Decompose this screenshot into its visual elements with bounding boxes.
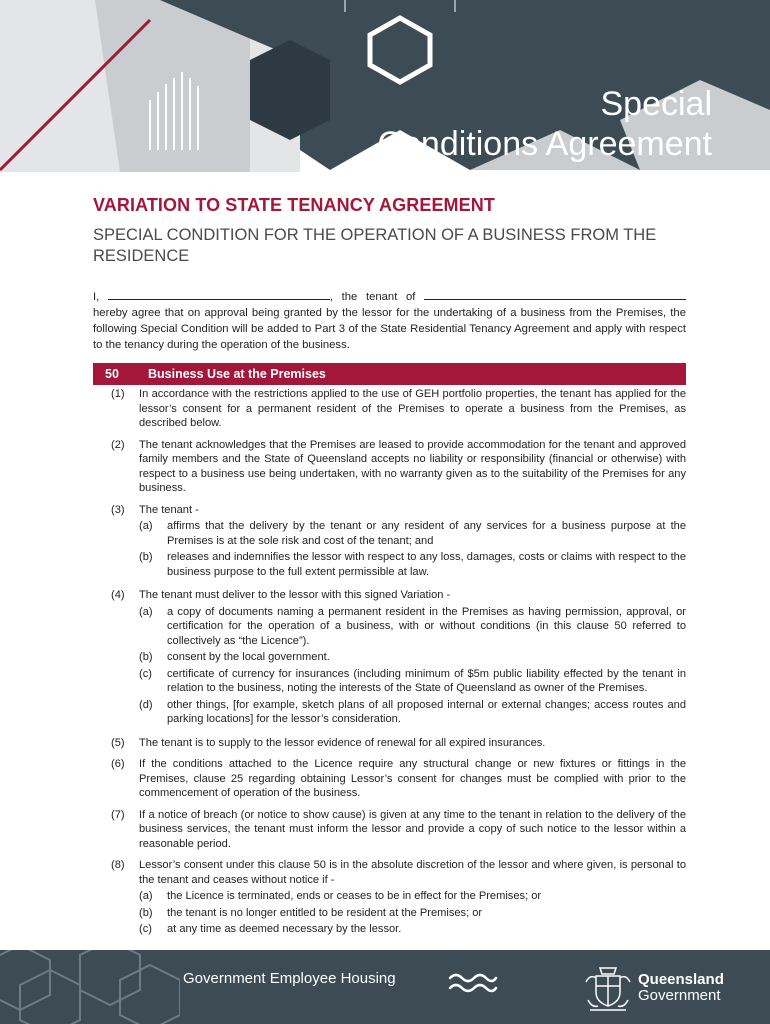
- subclause-number: (a): [139, 605, 153, 618]
- clause-number: (1): [111, 388, 125, 400]
- subclause-item: [139, 650, 686, 665]
- section-header: [93, 363, 686, 385]
- subclause-text: consent by the local government.: [167, 651, 330, 663]
- intro-middle: , the tenant of: [329, 291, 416, 303]
- hexagon-outline-icon: [0, 950, 180, 1024]
- premises-address-blank[interactable]: [424, 289, 686, 300]
- clause-number: (7): [111, 808, 125, 821]
- clause-text: Lessor’s consent under this clause 50 is in the absolute discretion of the lessor and where given, is personal to the tenant and ceases without notice if -: [139, 859, 686, 886]
- clause-text: The tenant must deliver to the lessor with this signed Variation -: [139, 589, 451, 601]
- clause-item: [93, 503, 686, 582]
- subclause-number: (c): [139, 667, 152, 680]
- clause-item: [93, 736, 686, 751]
- banner-title-line1: Special: [600, 85, 712, 123]
- tenant-name-blank[interactable]: [108, 289, 330, 300]
- subclause-number: (d): [139, 698, 153, 711]
- subclause-item: [139, 605, 686, 649]
- subclause-text: affirms that the delivery by the tenant or any resident of any services for a business purpose at the Premises is at the sole risk and cost of the tenant; and: [167, 520, 686, 547]
- subclause-item: [139, 519, 686, 548]
- document-body: [93, 190, 686, 946]
- subclause-item: [139, 667, 686, 696]
- subclause-text: a copy of documents naming a permanent resident in the Premises as having permission, approval, or certification for the operation of a business, with or without conditions (in this clause 50 referred to collectively as “the Licence”).: [167, 605, 686, 647]
- queensland-crest-icon: [582, 962, 634, 1014]
- subclause-item: [139, 550, 686, 579]
- subclause-item: [139, 889, 686, 904]
- clause-item: [93, 438, 686, 496]
- clause-text: The tenant acknowledges that the Premises are leased to provide accommodation for the tenant and approved family members and the State of Queensland accepts no liability or responsibility (financial or otherwise) with respect to a business use being undertaken, with no warranty given as to the suitability of the Premises for any business.: [139, 438, 686, 494]
- clause-number: (8): [111, 859, 125, 871]
- clause-number: (5): [111, 736, 125, 749]
- clause-text: If a notice of breach (or notice to show cause) is given at any time to the tenant in relation to the delivery of the business services, the tenant must inform the lessor and provide a copy of such notice to the lessor within a reasonable period.: [139, 808, 686, 850]
- logo-line1: Queensland: [638, 971, 724, 988]
- subclause-text: other things, [for example, sketch plans of all proposed internal or external changes; access routes and parking locations] for the lessor’s consideration.: [167, 698, 686, 725]
- clause-number: (2): [111, 438, 125, 451]
- clause-item: [93, 757, 686, 801]
- subclause-number: (b): [139, 551, 153, 563]
- subclause-number: (a): [139, 890, 153, 902]
- clause-text: In accordance with the restrictions applied to the use of GEH portfolio properties, the tenant has applied for the lessor’s consent for a permanent resident of the Premises to operate a business from the Premises, as described below.: [139, 388, 686, 429]
- clause-item: [93, 588, 686, 729]
- header-banner: [0, 0, 770, 172]
- subclause-text: at any time as deemed necessary by the lessor.: [167, 923, 402, 935]
- section-number: 50: [105, 367, 119, 381]
- intro-prefix: I,: [93, 291, 100, 303]
- logo-line2: Government: [638, 987, 721, 1004]
- section-title: Business Use at the Premises: [148, 367, 326, 381]
- clause-list: [93, 387, 686, 939]
- clause-item: [93, 387, 686, 431]
- clause-number: (4): [111, 589, 125, 601]
- clause-text: The tenant is to supply to the lessor evidence of renewal for all expired insurances.: [139, 736, 546, 749]
- document-subtitle: SPECIAL CONDITION FOR THE OPERATION OF A BUSINESS FROM THE RESIDENCE: [93, 226, 657, 265]
- clause-item: [93, 858, 686, 939]
- waves-icon: [448, 970, 498, 1000]
- subclause-item: [139, 906, 686, 921]
- subclause-number: (b): [139, 906, 153, 919]
- clause-item: [93, 808, 686, 852]
- subclause-number: (b): [139, 651, 153, 663]
- subclause-text: certificate of currency for insurances (including minimum of $5m public liability effected by the tenant in relation to the business, noting the interests of the State of Queensland as owner of the Premises.: [167, 667, 686, 694]
- intro-paragraph: [93, 289, 686, 353]
- clause-text: The tenant -: [139, 503, 199, 516]
- footer-program-name: Government Employee Housing: [183, 970, 396, 987]
- subclause-number: (a): [139, 520, 153, 532]
- subclause-text: the Licence is terminated, ends or ceases to be in effect for the Premises; or: [167, 890, 542, 902]
- clause-text: If the conditions attached to the Licence require any structural change or new fixtures or fittings in the Premises, clause 25 regarding obtaining Lessor’s consent for changes must be complied with prior to the commencement of operation of the business.: [139, 758, 686, 799]
- subclause-item: [139, 698, 686, 727]
- clause-number: (3): [111, 503, 125, 516]
- banner-title-line2: Conditions Agreement: [377, 125, 712, 163]
- subclause-text: the tenant is no longer entitled to be resident at the Premises; or: [167, 906, 483, 919]
- intro-body: hereby agree that on approval being granted by the lessor for the undertaking of a business from the Premises, the following Special Condition will be added to Part 3 of the State Residential Tenancy Agreement and apply with respect to the tenancy during the operation of the business.: [93, 307, 686, 351]
- queensland-government-logo: [638, 972, 724, 1004]
- subclause-number: (c): [139, 923, 152, 935]
- subclause-item: [139, 922, 686, 937]
- subclause-text: releases and indemnifies the lessor with respect to any loss, damages, costs or claims with respect to the business purpose to the full extent permissible at law.: [167, 551, 686, 578]
- clause-number: (6): [111, 758, 125, 770]
- document-title: VARIATION TO STATE TENANCY AGREEMENT: [93, 195, 495, 215]
- footer-bar: [0, 950, 770, 1024]
- banner-title: [377, 84, 712, 164]
